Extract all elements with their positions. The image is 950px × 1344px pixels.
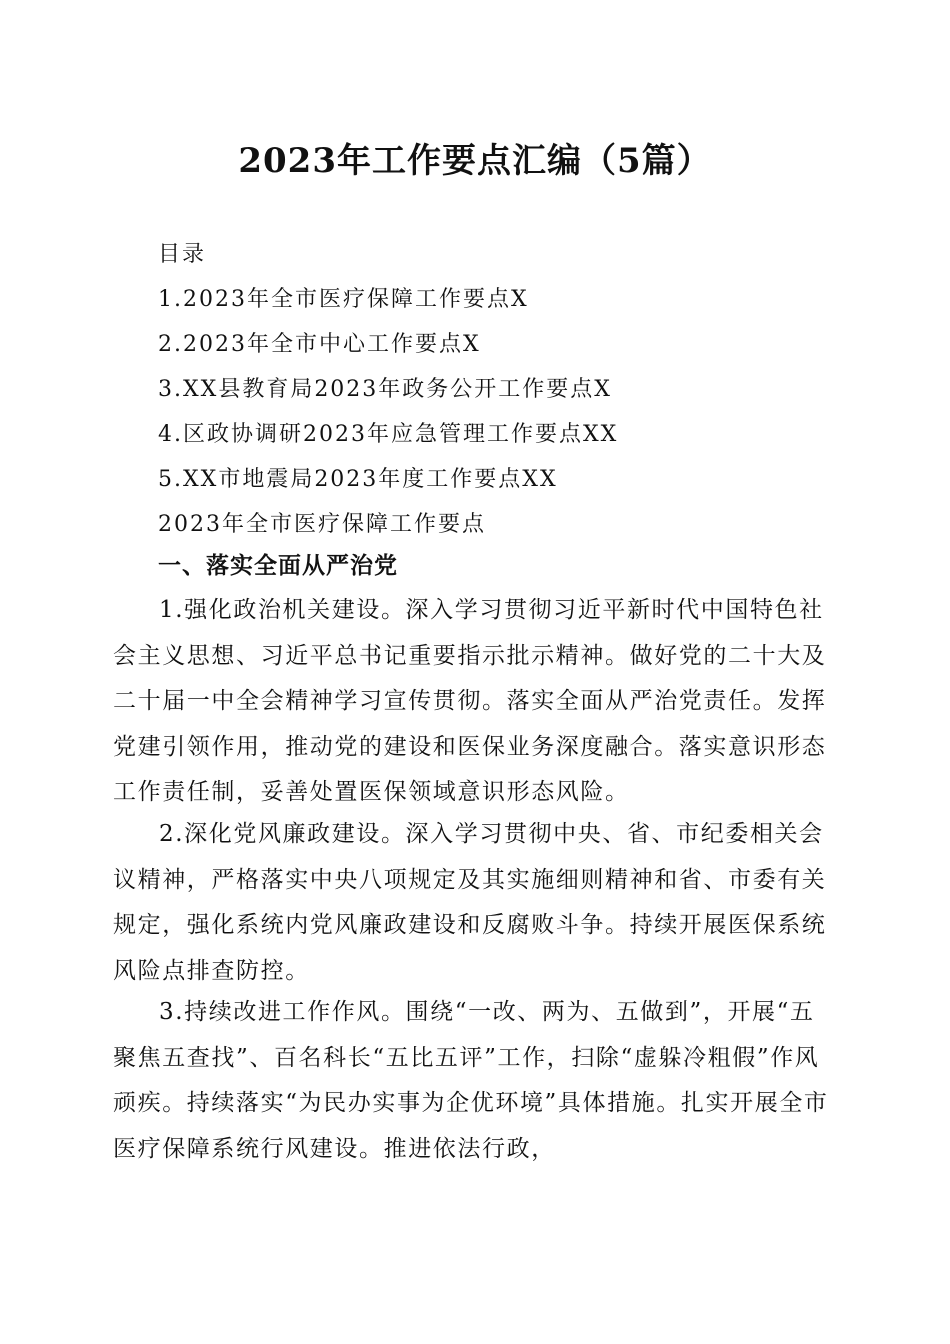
- body-paragraph: 2.深化党风廉政建设。深入学习贯彻中央、省、市纪委相关会议精神，严格落实中央八项规定及其实施细则精神和省、市委有关规定，强化系统内党风廉政建设和反腐败斗争。持续开展医保系统风险点排查防控。: [113, 821, 827, 984]
- toc-heading: 目录: [158, 242, 207, 267]
- document-title: 2023年工作要点汇编（5篇）: [238, 141, 712, 181]
- toc-item: 2.2023年全市中心工作要点X: [158, 332, 481, 357]
- body-paragraph: 3.持续改进工作作风。围绕“一改、两为、五做到”，开展“五聚焦五查找”、百名科长“五比五评”工作，扫除“虚躲冷粗假”作风顽疾。持续落实“为民办实事为企优环境”具体措施。扎实开展全市医疗保障系统行风建设。推进依法行政，: [113, 999, 829, 1162]
- toc-item: 4.区政协调研2023年应急管理工作要点XX: [158, 422, 619, 447]
- toc-item: 1.2023年全市医疗保障工作要点X: [158, 287, 529, 312]
- body-paragraph: 1.强化政治机关建设。深入学习贯彻习近平新时代中国特色社会主义思想、习近平总书记重要指示批示精神。做好党的二十大及二十届一中全会精神学习宣传贯彻。落实全面从严治党责任。发挥党建引领作用，推动党的建设和医保业务深度融合。落实意识形态工作责任制，妥善处置医保领域意识形态风险。: [113, 597, 827, 805]
- article-title: 2023年全市医疗保障工作要点: [158, 512, 486, 537]
- toc-item: 3.XX县教育局2023年政务公开工作要点X: [158, 377, 612, 402]
- table-of-contents: [158, 232, 618, 547]
- section-heading: 一、落实全面从严治党: [158, 552, 398, 579]
- toc-item: 5.XX市地震局2023年度工作要点XX: [158, 467, 558, 492]
